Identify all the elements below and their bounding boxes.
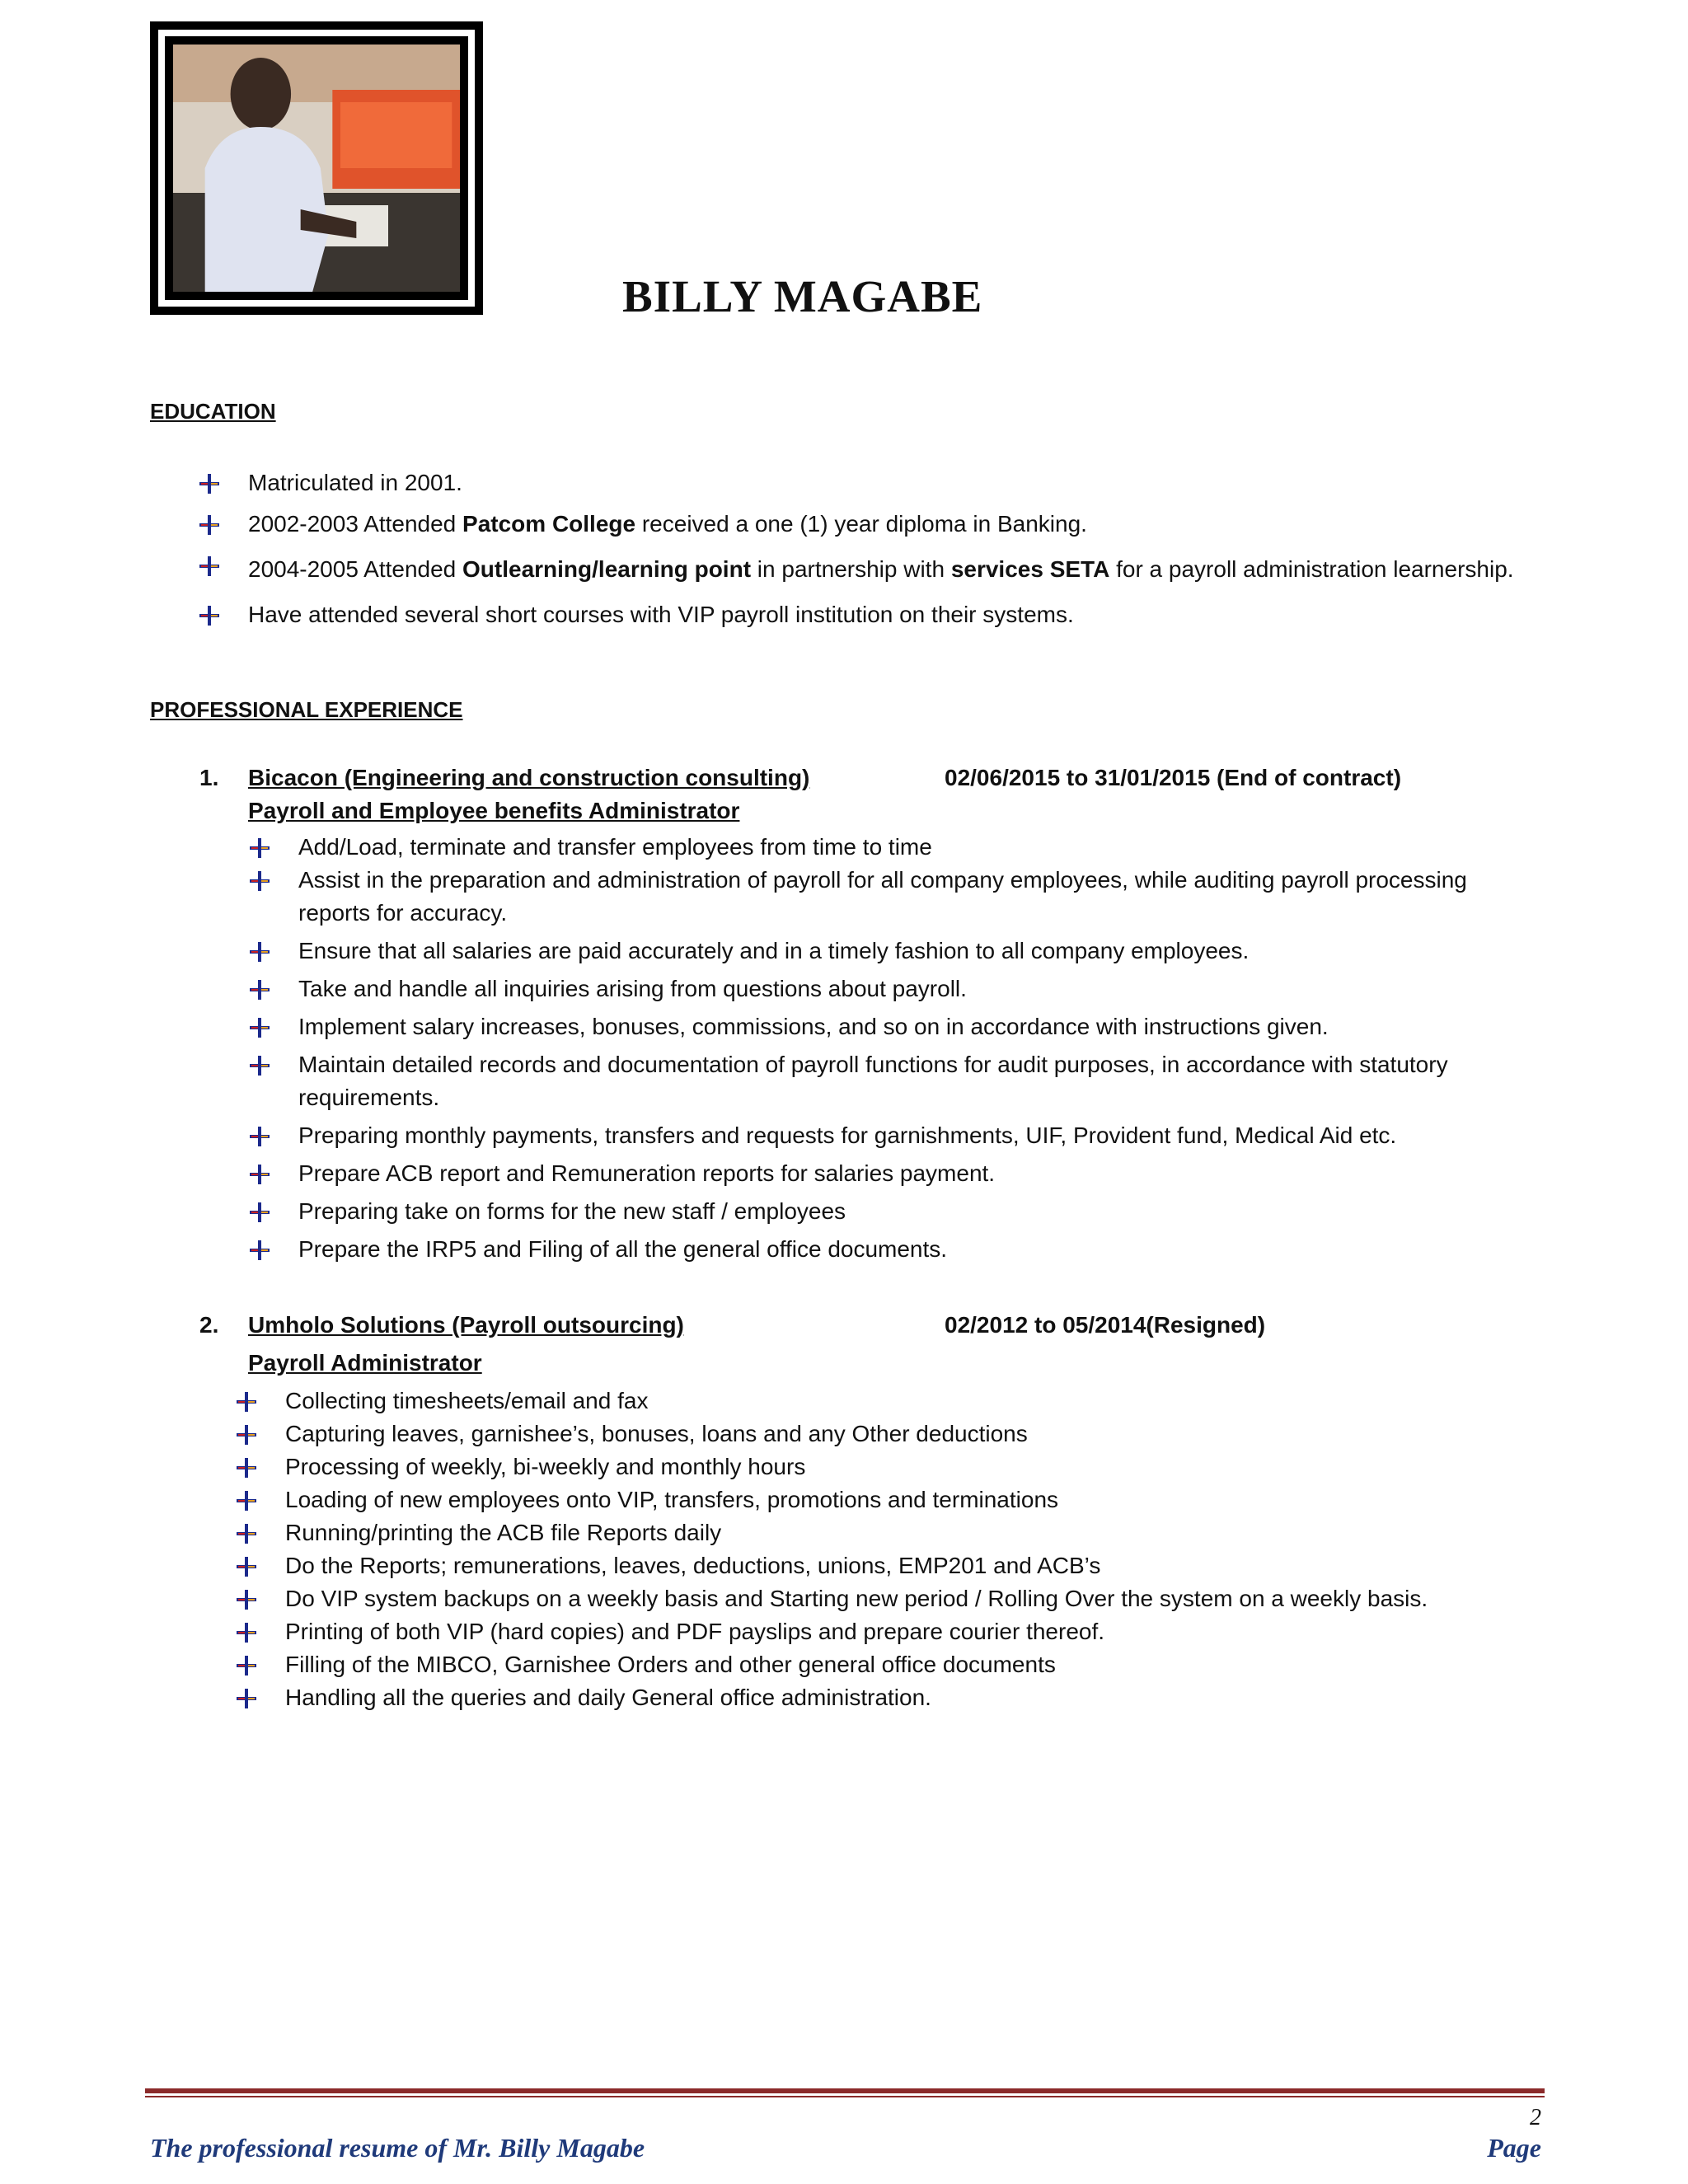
duty-item bbox=[285, 1615, 1538, 1648]
job-title: Payroll and Employee benefits Administrator bbox=[248, 798, 740, 823]
education-text: received a one (1) year diploma in Banking. bbox=[635, 511, 1087, 537]
duty-item bbox=[285, 1681, 1538, 1714]
duty-text: Assist in the preparation and administration of payroll for all company employees, while auditing payroll processing reports for accuracy. bbox=[298, 867, 1467, 926]
pin-bullet-icon bbox=[249, 870, 270, 892]
duty-item bbox=[298, 1195, 1535, 1228]
job-title: Payroll Administrator bbox=[248, 1350, 482, 1376]
duty-item bbox=[285, 1418, 1538, 1451]
education-text: 2002-2003 Attended bbox=[248, 511, 463, 537]
institution-name: Patcom College bbox=[462, 511, 636, 537]
education-text: Have attended several short courses with VIP payroll institution on their systems. bbox=[248, 602, 1074, 627]
pin-bullet-icon bbox=[199, 555, 220, 577]
job-dates: 02/2012 to 05/2014(Resigned) bbox=[945, 1312, 1266, 1338]
duty-item bbox=[285, 1549, 1538, 1582]
pin-bullet-icon bbox=[249, 1126, 270, 1147]
pin-bullet-icon bbox=[249, 1202, 270, 1223]
partner-name: services SETA bbox=[950, 556, 1110, 582]
pin-bullet-icon bbox=[236, 1556, 257, 1577]
pin-bullet-icon bbox=[199, 605, 220, 626]
pin-bullet-icon bbox=[236, 1490, 257, 1511]
candidate-name: BILLY MAGABE bbox=[622, 271, 983, 321]
duty-item bbox=[298, 1119, 1535, 1152]
duty-text: Preparing monthly payments, transfers and requests for garnishments, UIF, Provident fund, Medical Aid etc. bbox=[298, 1122, 1397, 1148]
profile-photo bbox=[150, 21, 483, 315]
duty-text: Maintain detailed records and documentation of payroll functions for audit purposes, in accordance with statutory requirements. bbox=[298, 1052, 1448, 1110]
duty-text: Prepare the IRP5 and Filing of all the general office documents. bbox=[298, 1236, 948, 1262]
duty-item bbox=[285, 1516, 1538, 1549]
duty-text: Take and handle all inquiries arising from questions about payroll. bbox=[298, 976, 967, 1001]
duty-item bbox=[285, 1483, 1538, 1516]
pin-bullet-icon bbox=[236, 1391, 257, 1413]
education-text: Matriculated in 2001. bbox=[248, 470, 462, 495]
duty-item bbox=[285, 1582, 1538, 1615]
duty-item bbox=[285, 1648, 1538, 1681]
pin-bullet-icon bbox=[236, 1655, 257, 1676]
education-text: for a payroll administration learnership. bbox=[1109, 556, 1514, 582]
duty-text: Ensure that all salaries are paid accurately and in a timely fashion to all company employees. bbox=[298, 938, 1250, 963]
pin-bullet-icon bbox=[236, 1622, 257, 1643]
duty-text: Handling all the queries and daily General office administration. bbox=[285, 1685, 931, 1710]
pin-bullet-icon bbox=[249, 1055, 270, 1076]
duty-text: Printing of both VIP (hard copies) and PDF payslips and prepare courier thereof. bbox=[285, 1619, 1105, 1644]
experience-heading: PROFESSIONAL EXPERIENCE bbox=[150, 697, 463, 722]
duty-item bbox=[298, 1233, 1535, 1266]
footer-title: The professional resume of Mr. Billy Magabe bbox=[150, 2133, 645, 2163]
duty-text: Prepare ACB report and Remuneration reports for salaries payment. bbox=[298, 1160, 996, 1186]
duty-text: Loading of new employees onto VIP, transfers, promotions and terminations bbox=[285, 1487, 1059, 1512]
pin-bullet-icon bbox=[249, 1017, 270, 1038]
education-text: 2004-2005 Attended bbox=[248, 556, 463, 582]
pin-bullet-icon bbox=[199, 473, 220, 494]
duty-item bbox=[298, 831, 1535, 864]
profile-photo-image bbox=[173, 45, 460, 292]
pin-bullet-icon bbox=[236, 1523, 257, 1544]
pin-bullet-icon bbox=[249, 837, 270, 859]
duty-item bbox=[298, 935, 1535, 968]
job-duties-list bbox=[285, 1385, 1538, 1714]
job-company: Umholo Solutions (Payroll outsourcing) bbox=[248, 1312, 684, 1338]
duty-item bbox=[298, 1157, 1535, 1190]
duty-text: Processing of weekly, bi-weekly and monthly hours bbox=[285, 1454, 806, 1479]
education-heading: EDUCATION bbox=[150, 399, 276, 424]
education-item bbox=[248, 466, 1534, 499]
footer-divider bbox=[145, 2088, 1545, 2093]
duty-text: Do the Reports; remunerations, leaves, deductions, unions, EMP201 and ACB’s bbox=[285, 1553, 1101, 1578]
institution-name: Outlearning/learning point bbox=[462, 556, 752, 582]
pin-bullet-icon bbox=[249, 1164, 270, 1185]
pin-bullet-icon bbox=[249, 1240, 270, 1261]
pin-bullet-icon bbox=[249, 941, 270, 963]
pin-bullet-icon bbox=[236, 1589, 257, 1610]
duty-item bbox=[298, 972, 1535, 1005]
pin-bullet-icon bbox=[199, 514, 220, 536]
footer-divider-thin bbox=[145, 2096, 1545, 2097]
duty-item bbox=[285, 1451, 1538, 1483]
duty-text: Running/printing the ACB file Reports daily bbox=[285, 1520, 722, 1545]
duty-item bbox=[298, 864, 1535, 930]
pin-bullet-icon bbox=[236, 1424, 257, 1446]
education-text: in partnership with bbox=[751, 556, 951, 582]
pin-bullet-icon bbox=[236, 1457, 257, 1479]
duty-item bbox=[298, 1048, 1535, 1114]
education-item bbox=[248, 598, 1534, 631]
duty-text: Implement salary increases, bonuses, commissions, and so on in accordance with instructions given. bbox=[298, 1014, 1329, 1039]
pin-bullet-icon bbox=[249, 979, 270, 1001]
footer-page-label: Page bbox=[1487, 2133, 1541, 2163]
education-item bbox=[248, 549, 1534, 590]
job-duties-list bbox=[298, 831, 1535, 1266]
job-dates: 02/06/2015 to 31/01/2015 (End of contract) bbox=[945, 765, 1402, 790]
job-number: 2. bbox=[199, 1312, 219, 1338]
job-company: Bicacon (Engineering and construction consulting) bbox=[248, 765, 810, 790]
education-list bbox=[248, 466, 1534, 631]
duty-text: Capturing leaves, garnishee’s, bonuses, loans and any Other deductions bbox=[285, 1421, 1028, 1446]
duty-text: Filling of the MIBCO, Garnishee Orders and other general office documents bbox=[285, 1652, 1056, 1677]
job-number: 1. bbox=[199, 765, 219, 790]
duty-text: Add/Load, terminate and transfer employees from time to time bbox=[298, 834, 932, 860]
education-item bbox=[248, 508, 1534, 541]
duty-text: Do VIP system backups on a weekly basis and Starting new period / Rolling Over the system on a weekly basis. bbox=[285, 1586, 1428, 1611]
page-number: 2 bbox=[1530, 2105, 1541, 2130]
pin-bullet-icon bbox=[236, 1688, 257, 1709]
duty-text: Collecting timesheets/email and fax bbox=[285, 1388, 649, 1413]
duty-text: Preparing take on forms for the new staff / employees bbox=[298, 1198, 846, 1224]
duty-item bbox=[285, 1385, 1538, 1418]
duty-item bbox=[298, 1010, 1535, 1043]
